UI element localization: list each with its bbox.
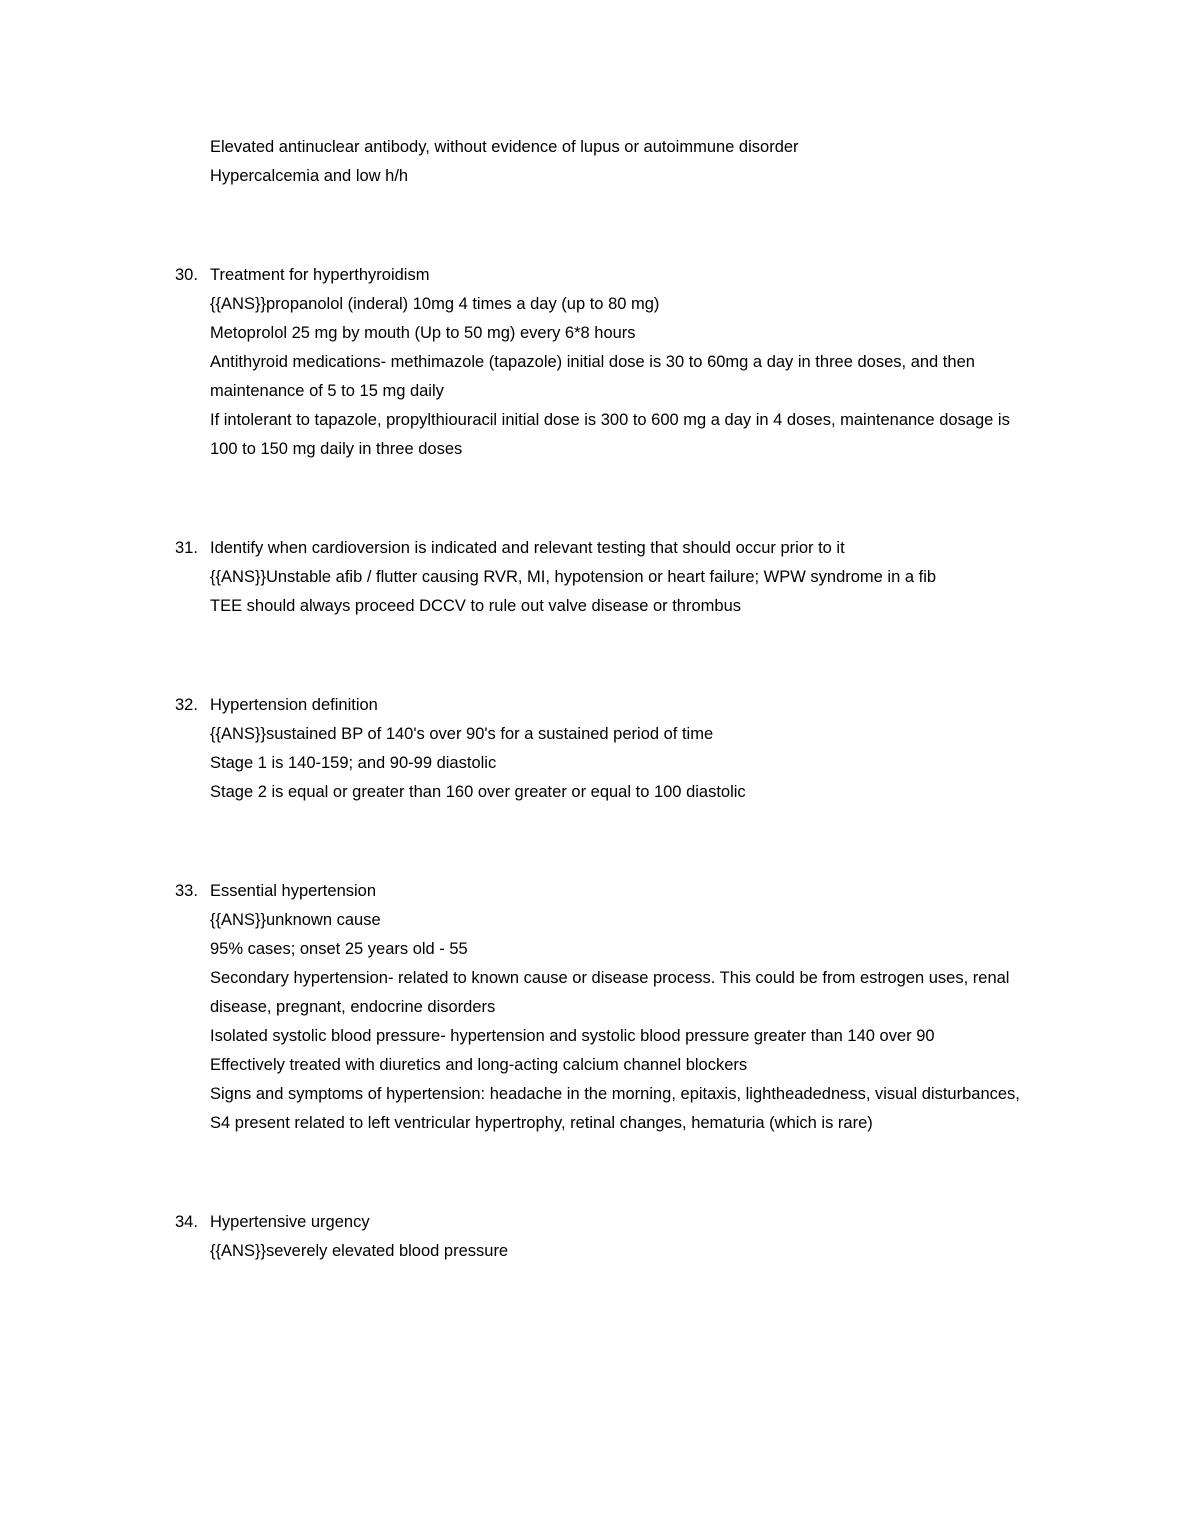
text-line: Signs and symptoms of hypertension: headache in the morning, epitaxis, lightheadedness, visual disturbances, S4 present related to left ventricular hypertrophy, retinal changes, hematuria (which is rare) <box>210 1085 1020 1132</box>
answer-line: {{ANS}}severely elevated blood pressure <box>210 1242 509 1260</box>
question-item-34 <box>175 1208 1040 1266</box>
text-line: Effectively treated with diuretics and long-acting calcium channel blockers <box>210 1056 748 1074</box>
answer-continuation-block <box>210 133 1025 191</box>
text-line: 95% cases; onset 25 years old - 55 <box>210 940 468 958</box>
text-line: Metoprolol 25 mg by mouth (Up to 50 mg) every 6*8 hours <box>210 324 636 342</box>
item-title: Hypertensive urgency <box>210 1213 370 1231</box>
answer-line: {{ANS}}propanolol (inderal) 10mg 4 times a day (up to 80 mg) <box>210 295 660 313</box>
item-title: Treatment for hyperthyroidism <box>210 266 430 284</box>
question-item-30 <box>175 261 1040 464</box>
answer-line: {{ANS}}unknown cause <box>210 911 381 929</box>
item-title: Hypertension definition <box>210 696 378 714</box>
text-line: TEE should always proceed DCCV to rule out valve disease or thrombus <box>210 597 742 615</box>
text-line: Secondary hypertension- related to known cause or disease process. This could be from estrogen uses, renal disease, pregnant, endocrine disorders <box>210 969 1010 1016</box>
item-title: Essential hypertension <box>210 882 377 900</box>
text-line: Stage 2 is equal or greater than 160 over greater or equal to 100 diastolic <box>210 783 746 801</box>
item-number: 33. <box>175 882 198 900</box>
item-number: 30. <box>175 266 198 284</box>
answer-line: {{ANS}}sustained BP of 140's over 90's for a sustained period of time <box>210 725 714 743</box>
item-title: Identify when cardioversion is indicated and relevant testing that should occur prior to it <box>210 539 845 557</box>
question-item-31 <box>175 534 1040 621</box>
item-content <box>210 877 1025 1138</box>
item-content <box>210 261 1025 464</box>
text-line: Hypercalcemia and low h/h <box>210 167 409 185</box>
text-line: If intolerant to tapazole, propylthiouracil initial dose is 300 to 600 mg a day in 4 doses, maintenance dosage is 100 to 150 mg daily in three doses <box>210 411 1010 458</box>
item-number: 31. <box>175 539 198 557</box>
text-line: Antithyroid medications- methimazole (tapazole) initial dose is 30 to 60mg a day in three doses, and then maintenance of 5 to 15 mg daily <box>210 353 975 400</box>
question-item-32 <box>175 691 1040 807</box>
text-line: Isolated systolic blood pressure- hypertension and systolic blood pressure greater than 140 over 90 <box>210 1027 935 1045</box>
item-content <box>210 691 746 807</box>
text-line: Elevated antinuclear antibody, without evidence of lupus or autoimmune disorder <box>210 138 799 156</box>
item-number: 34. <box>175 1213 198 1231</box>
text-line: Stage 1 is 140-159; and 90-99 diastolic <box>210 754 497 772</box>
question-item-33 <box>175 877 1040 1138</box>
item-number: 32. <box>175 696 198 714</box>
answer-line: {{ANS}}Unstable afib / flutter causing RVR, MI, hypotension or heart failure; WPW syndrome in a fib <box>210 568 937 586</box>
item-content <box>210 1208 508 1266</box>
item-content <box>210 534 936 621</box>
